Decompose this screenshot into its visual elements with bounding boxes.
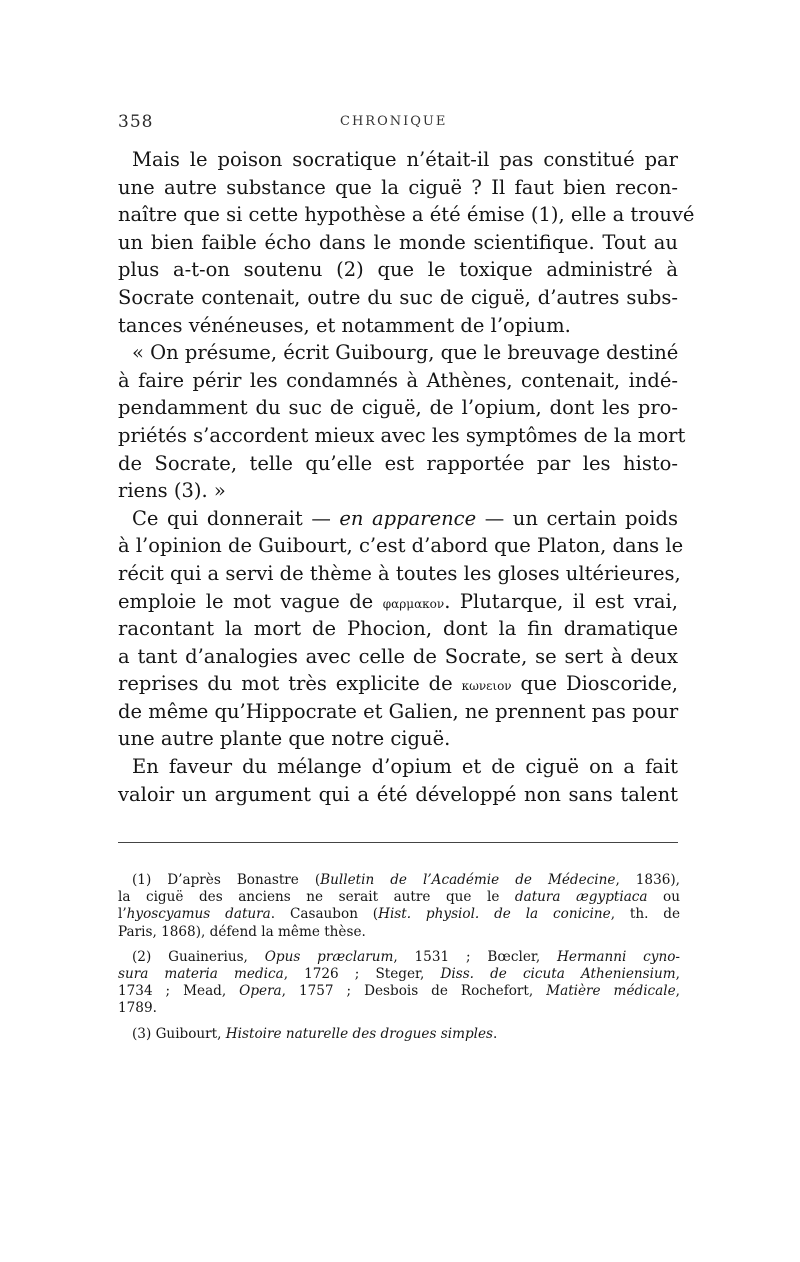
italic-run: Opera (239, 983, 282, 1000)
running-head (118, 112, 678, 136)
text-line: priétés s’accordent mieux avec les symptômes de la mort (118, 423, 686, 447)
footnote-line (118, 872, 680, 889)
text-line: tances vénéneuses, et notamment de l’opium. (118, 313, 571, 337)
text-line: à l’opinion de Guibourt, c’est d’abord que Platon, dans le (118, 534, 684, 558)
text-run: ou (647, 889, 680, 906)
italic-run: hyoscyamus datura (126, 906, 271, 923)
text-run: l’ (118, 906, 127, 923)
italic-run: Matière médicale (546, 983, 676, 1000)
italic-run: en apparence (339, 506, 477, 530)
text-run: , 1726 ; Steger, (283, 965, 441, 982)
text-line: naître que si cette hypothèse a été émise (1), elle a trouvé (118, 203, 695, 227)
footnote-line: Paris, 1868), défend la même thèse. (118, 923, 366, 940)
greek-word: κωνειον (461, 679, 512, 694)
text-run: , 1531 ; Bœcler, (393, 948, 558, 965)
footnote-line: 1789. (118, 1000, 157, 1017)
text-line: de Socrate, telle qu’elle est rapportée par les histo- (118, 451, 678, 475)
text-line: une autre substance que la ciguë ? Il faut bien recon- (118, 175, 678, 199)
text-line (118, 670, 678, 698)
text-run: . Casaubon ( (270, 906, 379, 923)
text-run: la ciguë des anciens ne serait autre que le (118, 889, 515, 906)
text-run: , th. de (610, 906, 681, 923)
text-line: valoir un argument qui a été développé non sans talent (118, 782, 678, 806)
text-line: Mais le poison socratique n’était-il pas constitué par (132, 148, 678, 171)
text-line: « On présume, écrit Guibourg, que le breuvage destiné (132, 341, 679, 365)
text-run: (2) Guainerius, (132, 948, 265, 965)
text-run: (1) D’après Bonastre ( (132, 872, 321, 888)
italic-run: Histoire naturelle des drogues simples (225, 1025, 494, 1042)
text-line: a tant d’analogies avec celle de Socrate, se sert à deux (118, 644, 678, 668)
text-run: . Plutarque, il est vrai, (444, 589, 678, 613)
text-run: — un certain poids (476, 506, 679, 530)
running-title: CHRONIQUE (340, 114, 448, 129)
italic-run: datura ægyptiaca (514, 889, 648, 906)
text-line: plus a-t-on soutenu (2) que le toxique administré à (118, 258, 678, 282)
footnote-line (118, 906, 680, 923)
text-line: une autre plante que notre ciguë. (118, 727, 451, 751)
footnote-divider (118, 842, 678, 843)
greek-word: φαρμακον (382, 596, 445, 611)
text-run: , (675, 983, 680, 1000)
text-line: récit qui a servi de thème à toutes les gloses ultérieures, (118, 561, 681, 585)
footnote-line (118, 983, 680, 1000)
text-line: un bien faible écho dans le monde scientifique. Tout au (118, 230, 678, 254)
footnotes (118, 872, 680, 1043)
italic-run: Hist. physiol. de la conicine (378, 906, 611, 923)
italic-run: Diss. de cicuta Atheniensium (440, 965, 676, 982)
text-run: , 1757 ; Desbois de Rochefort, (281, 983, 547, 1000)
text-line: de même qu’Hippocrate et Galien, ne prennent pas pour (118, 699, 679, 723)
italic-run: Bulletin de l’Académie de Médecine (320, 872, 616, 888)
text-run: 1734 ; Mead, (118, 983, 240, 1000)
text-line (118, 505, 678, 533)
text-line (118, 588, 678, 616)
text-run: emploie le mot vague de (118, 589, 383, 613)
text-line: En faveur du mélange d’opium et de ciguë on a fait (132, 755, 678, 779)
text-run: que Dioscoride, (511, 672, 678, 696)
page-number: 358 (118, 112, 154, 132)
italic-run: Hermanni cyno- (557, 948, 680, 965)
main-text (118, 146, 695, 808)
text-line: Socrate contenait, outre du suc de ciguë, d’autres subs- (118, 285, 678, 309)
footnote-line (118, 889, 680, 906)
text-line: pendamment du suc de ciguë, de l’opium, dont les pro- (118, 396, 678, 420)
footnote-line (118, 1026, 680, 1043)
text-run: reprises du mot très explicite de (118, 672, 462, 696)
footnote-line (118, 966, 680, 983)
italic-run: sura materia medica (118, 965, 284, 982)
text-line: à faire périr les condamnés à Athènes, contenait, indé- (118, 368, 678, 392)
text-run: (3) Guibourt, (132, 1025, 226, 1042)
text-run: , (675, 965, 680, 982)
text-line: racontant la mort de Phocion, dont la fin dramatique (118, 617, 678, 641)
text-run: . (493, 1025, 498, 1042)
italic-run: Opus præclarum (264, 948, 394, 965)
text-run: Ce qui donnerait — (132, 506, 340, 530)
text-run: , 1836), (615, 872, 680, 888)
text-line: riens (3). » (118, 479, 226, 503)
footnote-line (118, 949, 680, 966)
